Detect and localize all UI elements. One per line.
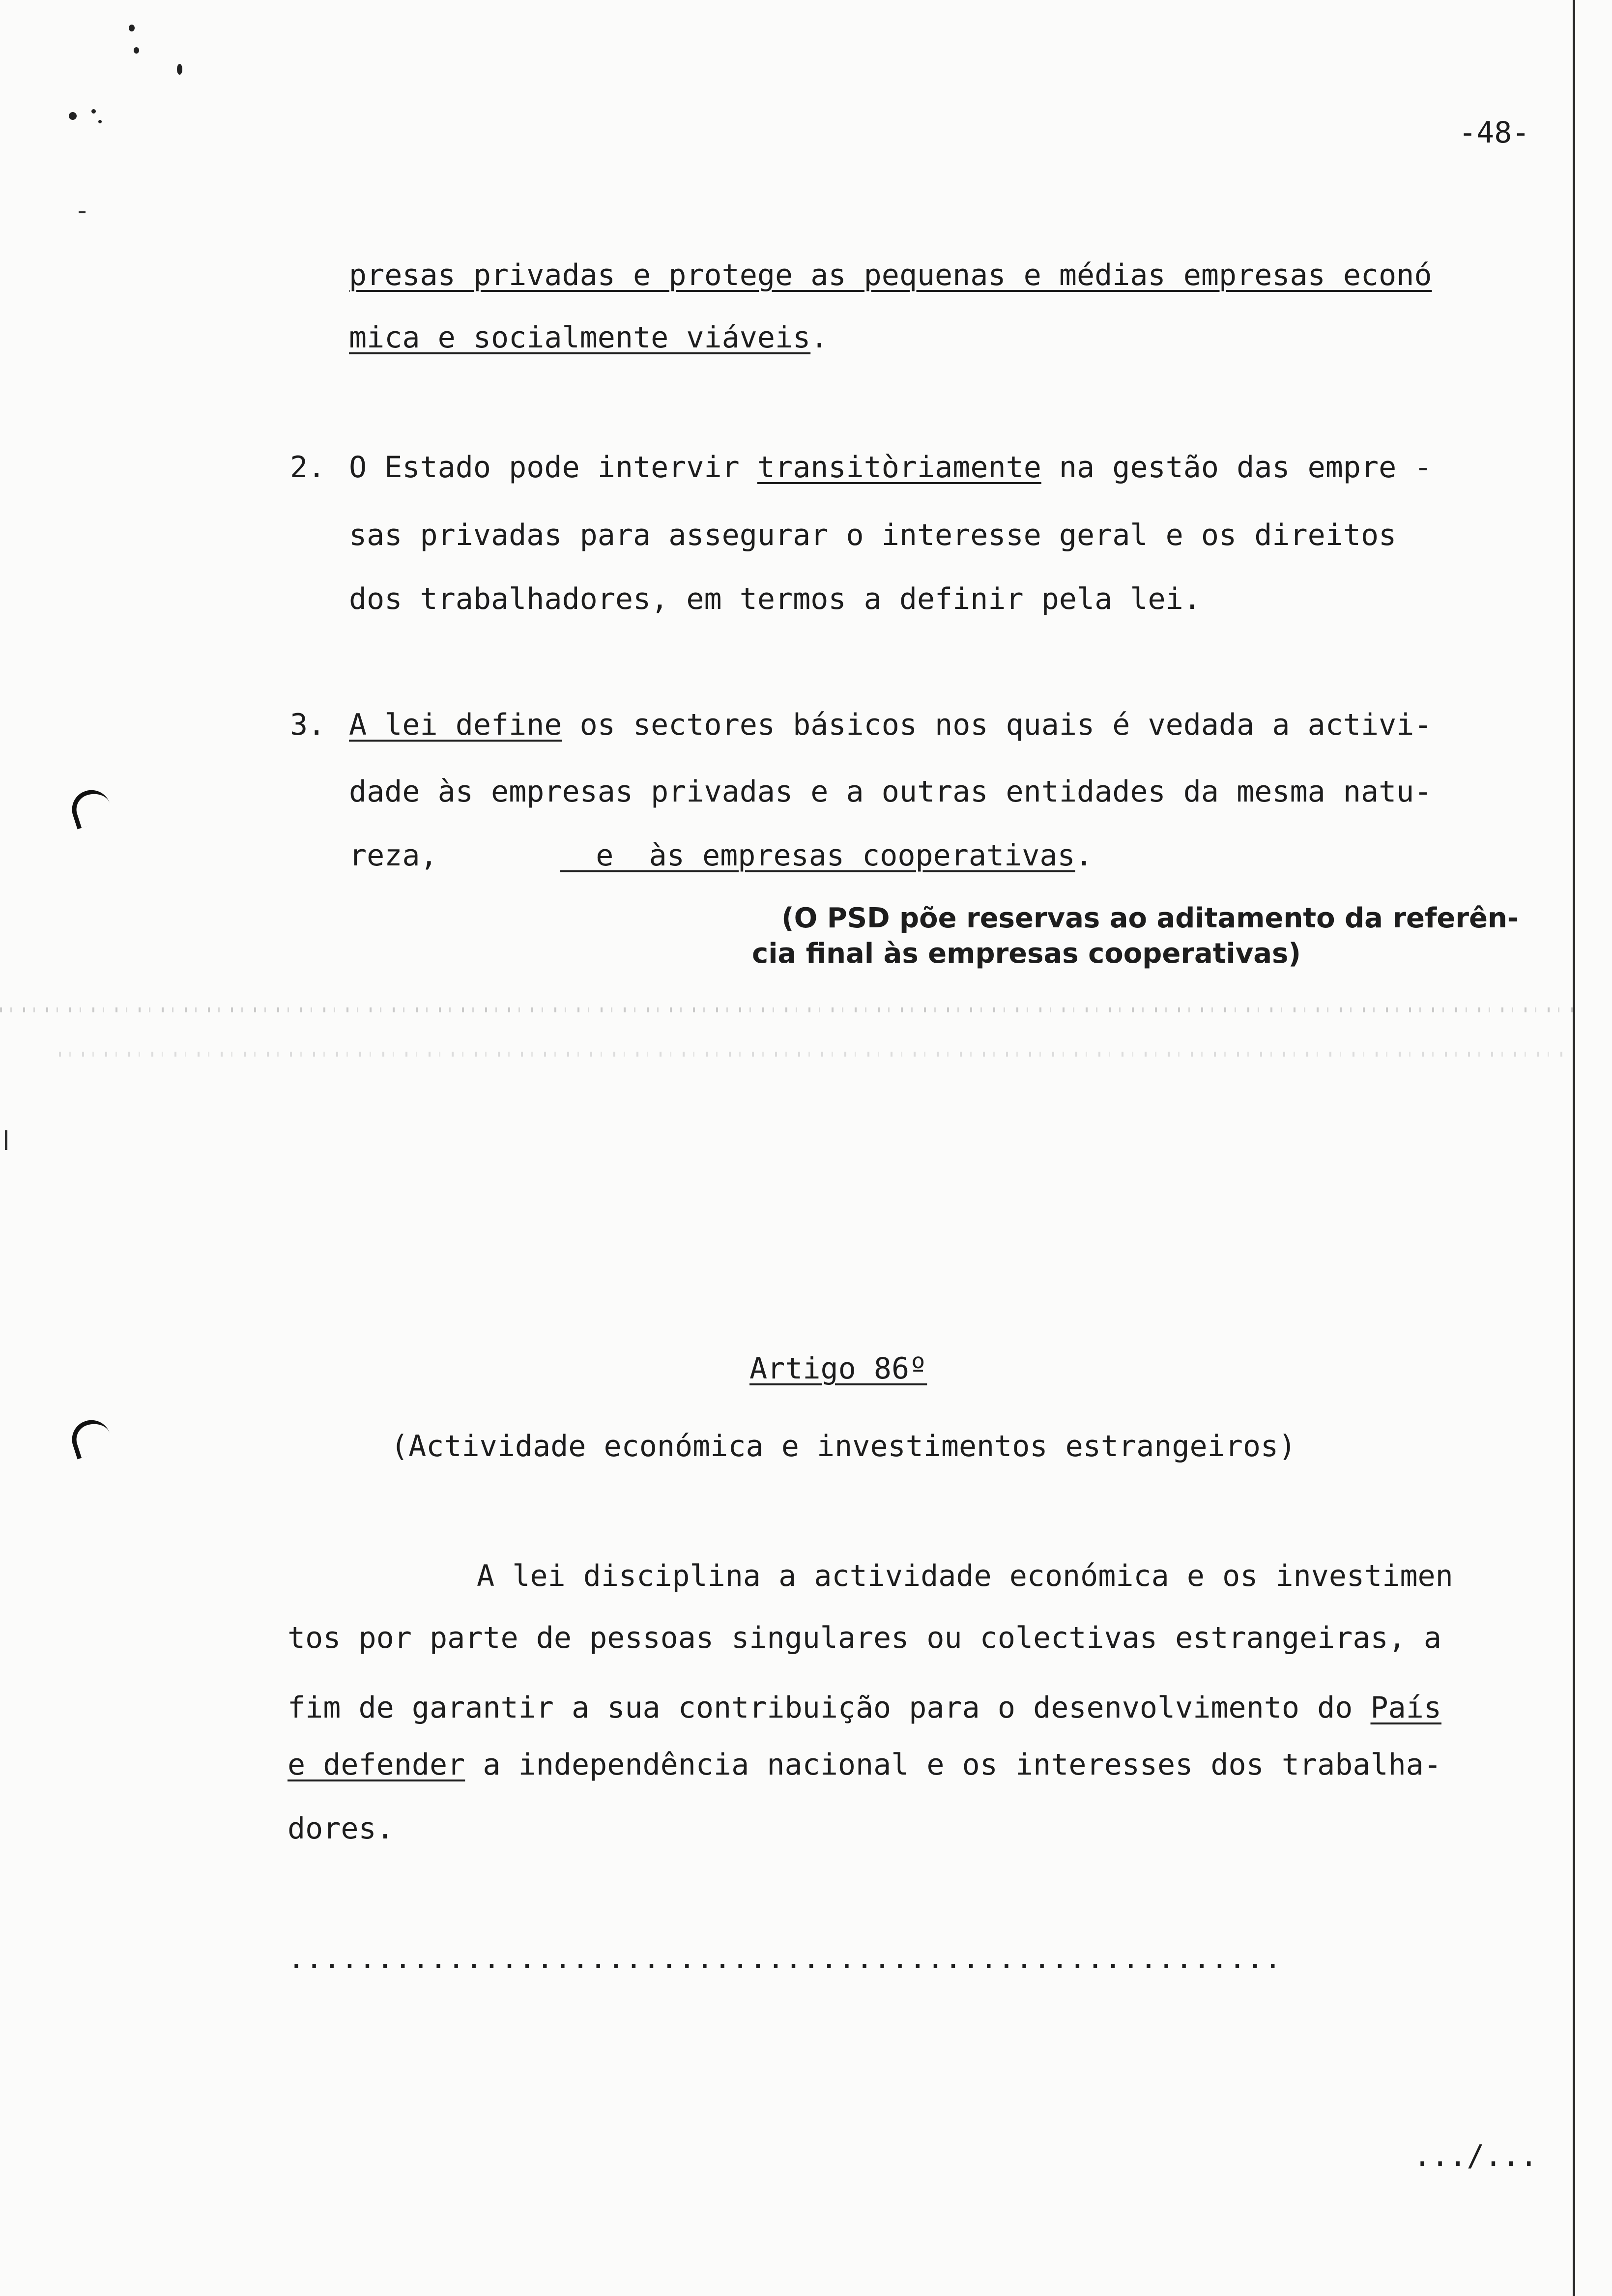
- psd-note: cia final às empresas cooperativas): [752, 938, 1301, 970]
- scan-speck: [177, 64, 182, 75]
- text-line-end: .: [1075, 838, 1093, 873]
- underlined-text: transitòriamente: [757, 450, 1041, 485]
- text-line: dos trabalhadores, em termos a definir pela lei.: [349, 582, 1201, 616]
- text-line: [560, 838, 1093, 873]
- scan-noise-band: [59, 1052, 1563, 1057]
- paragraph-line: [288, 1748, 1441, 1782]
- scan-mark: [5, 1130, 7, 1150]
- text-line: [349, 320, 828, 355]
- underlined-text: País: [1370, 1691, 1442, 1725]
- scan-speck: [134, 47, 139, 54]
- underlined-text: A lei define: [349, 708, 562, 742]
- text-segment: O Estado pode intervir: [349, 450, 757, 485]
- text-line: presas privadas e protege as pequenas e médias empresas econó: [349, 258, 1432, 292]
- paragraph-line: A lei disciplina a actividade económica e os investimen: [477, 1559, 1453, 1593]
- item-number: 3.: [290, 708, 326, 742]
- punch-hole-mark: [67, 785, 114, 829]
- text-segment: na gestão das empre -: [1041, 450, 1432, 485]
- page-edge-line: [1573, 0, 1575, 2296]
- punch-hole-mark: [67, 1415, 114, 1459]
- text-line: reza,: [349, 838, 438, 873]
- scan-speck: [69, 112, 77, 120]
- paragraph-line: dores.: [288, 1811, 394, 1846]
- underlined-text: e às empresas cooperativas: [560, 838, 1075, 873]
- scan-noise-band: [0, 1007, 1573, 1012]
- article-subtitle: (Actividade económica e investimentos estrangeiros): [391, 1429, 1296, 1464]
- scan-speck: [129, 25, 135, 31]
- text-segment: os sectores básicos nos quais é vedada a activi-: [562, 708, 1432, 742]
- scan-speck: [98, 120, 102, 123]
- scan-speck: [91, 109, 96, 114]
- continuation-mark: .../...: [1413, 2139, 1538, 2173]
- article-title: Artigo 86º: [749, 1351, 927, 1386]
- text-line: [349, 450, 1432, 485]
- dotted-separator: ........................................................: [288, 1941, 1282, 1976]
- text-line: sas privadas para assegurar o interesse geral e os direitos: [349, 518, 1397, 552]
- item-number: 2.: [290, 450, 326, 485]
- text-segment: fim de garantir a sua contribuição para o desenvolvimento do: [288, 1691, 1371, 1725]
- psd-note: (O PSD põe reservas ao aditamento da referên-: [781, 902, 1519, 934]
- text-segment: a independência nacional e os interesses dos trabalha-: [465, 1748, 1442, 1782]
- paragraph-line: [288, 1691, 1441, 1725]
- page-number: -48-: [1459, 115, 1530, 150]
- text-line: [349, 708, 1432, 742]
- scan-mark: [79, 211, 86, 213]
- text-line: dade às empresas privadas e a outras entidades da mesma natu-: [349, 775, 1432, 809]
- underlined-text: e defender: [288, 1748, 465, 1782]
- paragraph-line: tos por parte de pessoas singulares ou colectivas estrangeiras, a: [288, 1621, 1441, 1655]
- text-line-end: .: [810, 320, 829, 355]
- underlined-text: mica e socialmente viáveis: [349, 320, 811, 355]
